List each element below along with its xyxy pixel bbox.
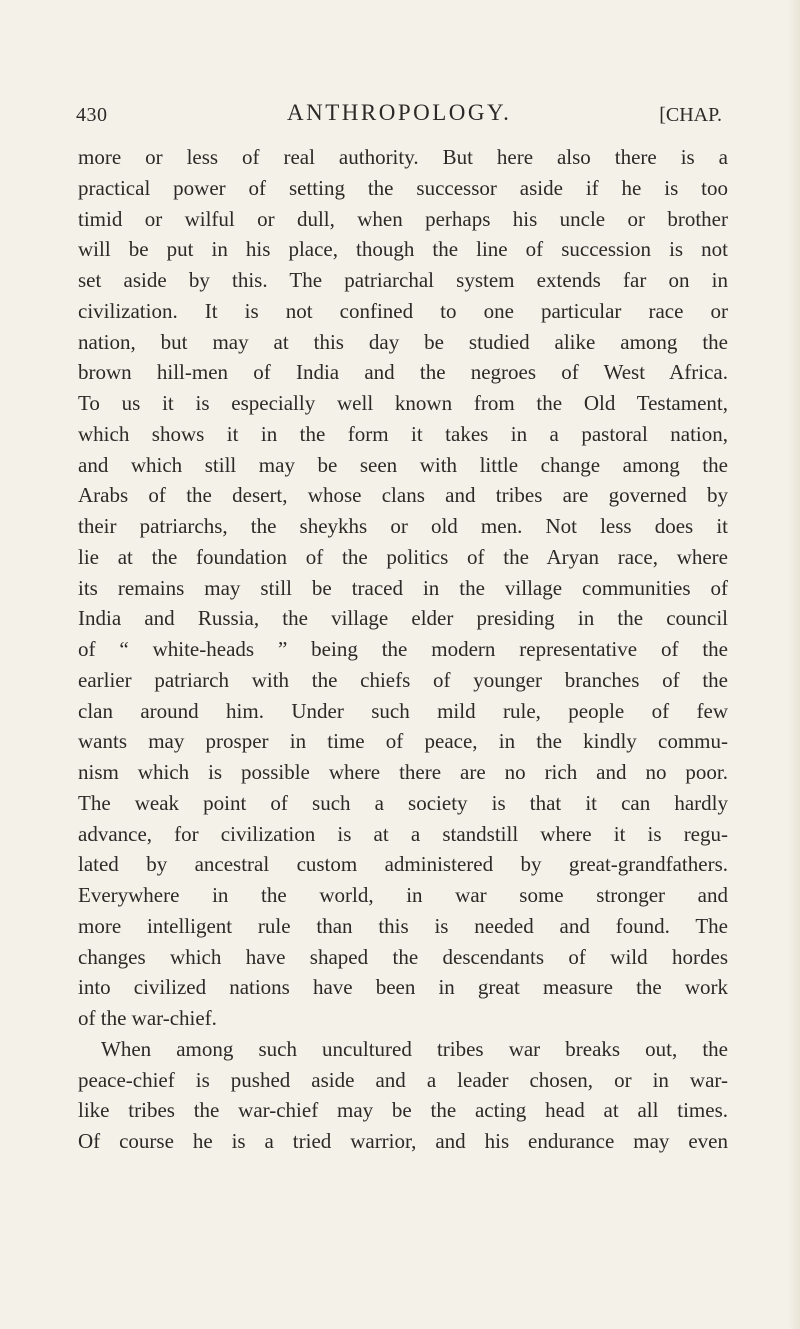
- body-text: [78, 142, 728, 1157]
- text-line: their patriarchs, the sheykhs or old men. Not less does it: [78, 514, 728, 538]
- text-line: changes which have shaped the descendants of wild hordes: [78, 944, 728, 969]
- text-line-paragraph-start: When among such uncultured tribes war breaks out, the: [101, 1036, 728, 1061]
- text-line: timid or wilful or dull, when perhaps his uncle or brother: [78, 206, 728, 231]
- text-line: more or less of real authority. But here also there is a: [78, 145, 728, 169]
- chapter-label: [CHAP.: [659, 104, 722, 126]
- text-line: nism which is possible where there are no rich and no poor.: [78, 760, 728, 784]
- text-line: into civilized nations have been in great measure the work: [78, 975, 728, 1000]
- running-title: ANTHROPOLOGY.: [287, 100, 512, 125]
- text-line: peace-chief is pushed aside and a leader chosen, or in war-: [78, 1067, 728, 1092]
- text-line: set aside by this. The patriarchal system extends far on in: [78, 268, 728, 292]
- text-line: civilization. It is not confined to one particular race or: [78, 298, 728, 323]
- text-line: wants may prosper in time of peace, in the kindly commu-: [78, 729, 728, 754]
- text-line: Of course he is a tried warrior, and his endurance may even: [78, 1129, 728, 1153]
- text-line: practical power of setting the successor aside if he is too: [78, 175, 728, 200]
- text-line: which shows it in the form it takes in a pastoral nation,: [78, 421, 728, 446]
- text-line: more intelligent rule than this is needed and found. The: [78, 913, 728, 938]
- page-edge-shadow: [788, 0, 800, 1329]
- text-line: India and Russia, the village elder presiding in the council: [78, 606, 728, 631]
- text-line: will be put in his place, though the line of succession is not: [78, 237, 728, 262]
- text-line: earlier patriarch with the chiefs of younger branches of the: [78, 667, 728, 692]
- text-line: like tribes the war-chief may be the acting head at all times.: [78, 1098, 728, 1123]
- page-number: 430: [76, 104, 108, 126]
- text-line: To us it is especially well known from the Old Testament,: [78, 391, 728, 415]
- text-line-paragraph-end: of the war-chief.: [78, 1006, 217, 1030]
- text-line: lie at the foundation of the politics of the Aryan race, where: [78, 544, 728, 569]
- text-line: advance, for civilization is at a standstill where it is regu-: [78, 821, 728, 846]
- text-line: Arabs of the desert, whose clans and tribes are governed by: [78, 483, 728, 508]
- text-line: The weak point of such a society is that it can hardly: [78, 790, 728, 815]
- text-line: lated by ancestral custom administered by great-grandfathers.: [78, 852, 728, 877]
- text-line: nation, but may at this day be studied alike among the: [78, 329, 728, 354]
- text-line: of “ white-heads ” being the modern representative of the: [78, 637, 728, 661]
- text-line: clan around him. Under such mild rule, people of few: [78, 698, 728, 723]
- running-head: [76, 100, 724, 140]
- text-line: brown hill-men of India and the negroes of West Africa.: [78, 360, 728, 385]
- text-line: Everywhere in the world, in war some stronger and: [78, 883, 728, 907]
- text-line: its remains may still be traced in the village communities of: [78, 575, 728, 600]
- text-line: and which still may be seen with little change among the: [78, 452, 728, 477]
